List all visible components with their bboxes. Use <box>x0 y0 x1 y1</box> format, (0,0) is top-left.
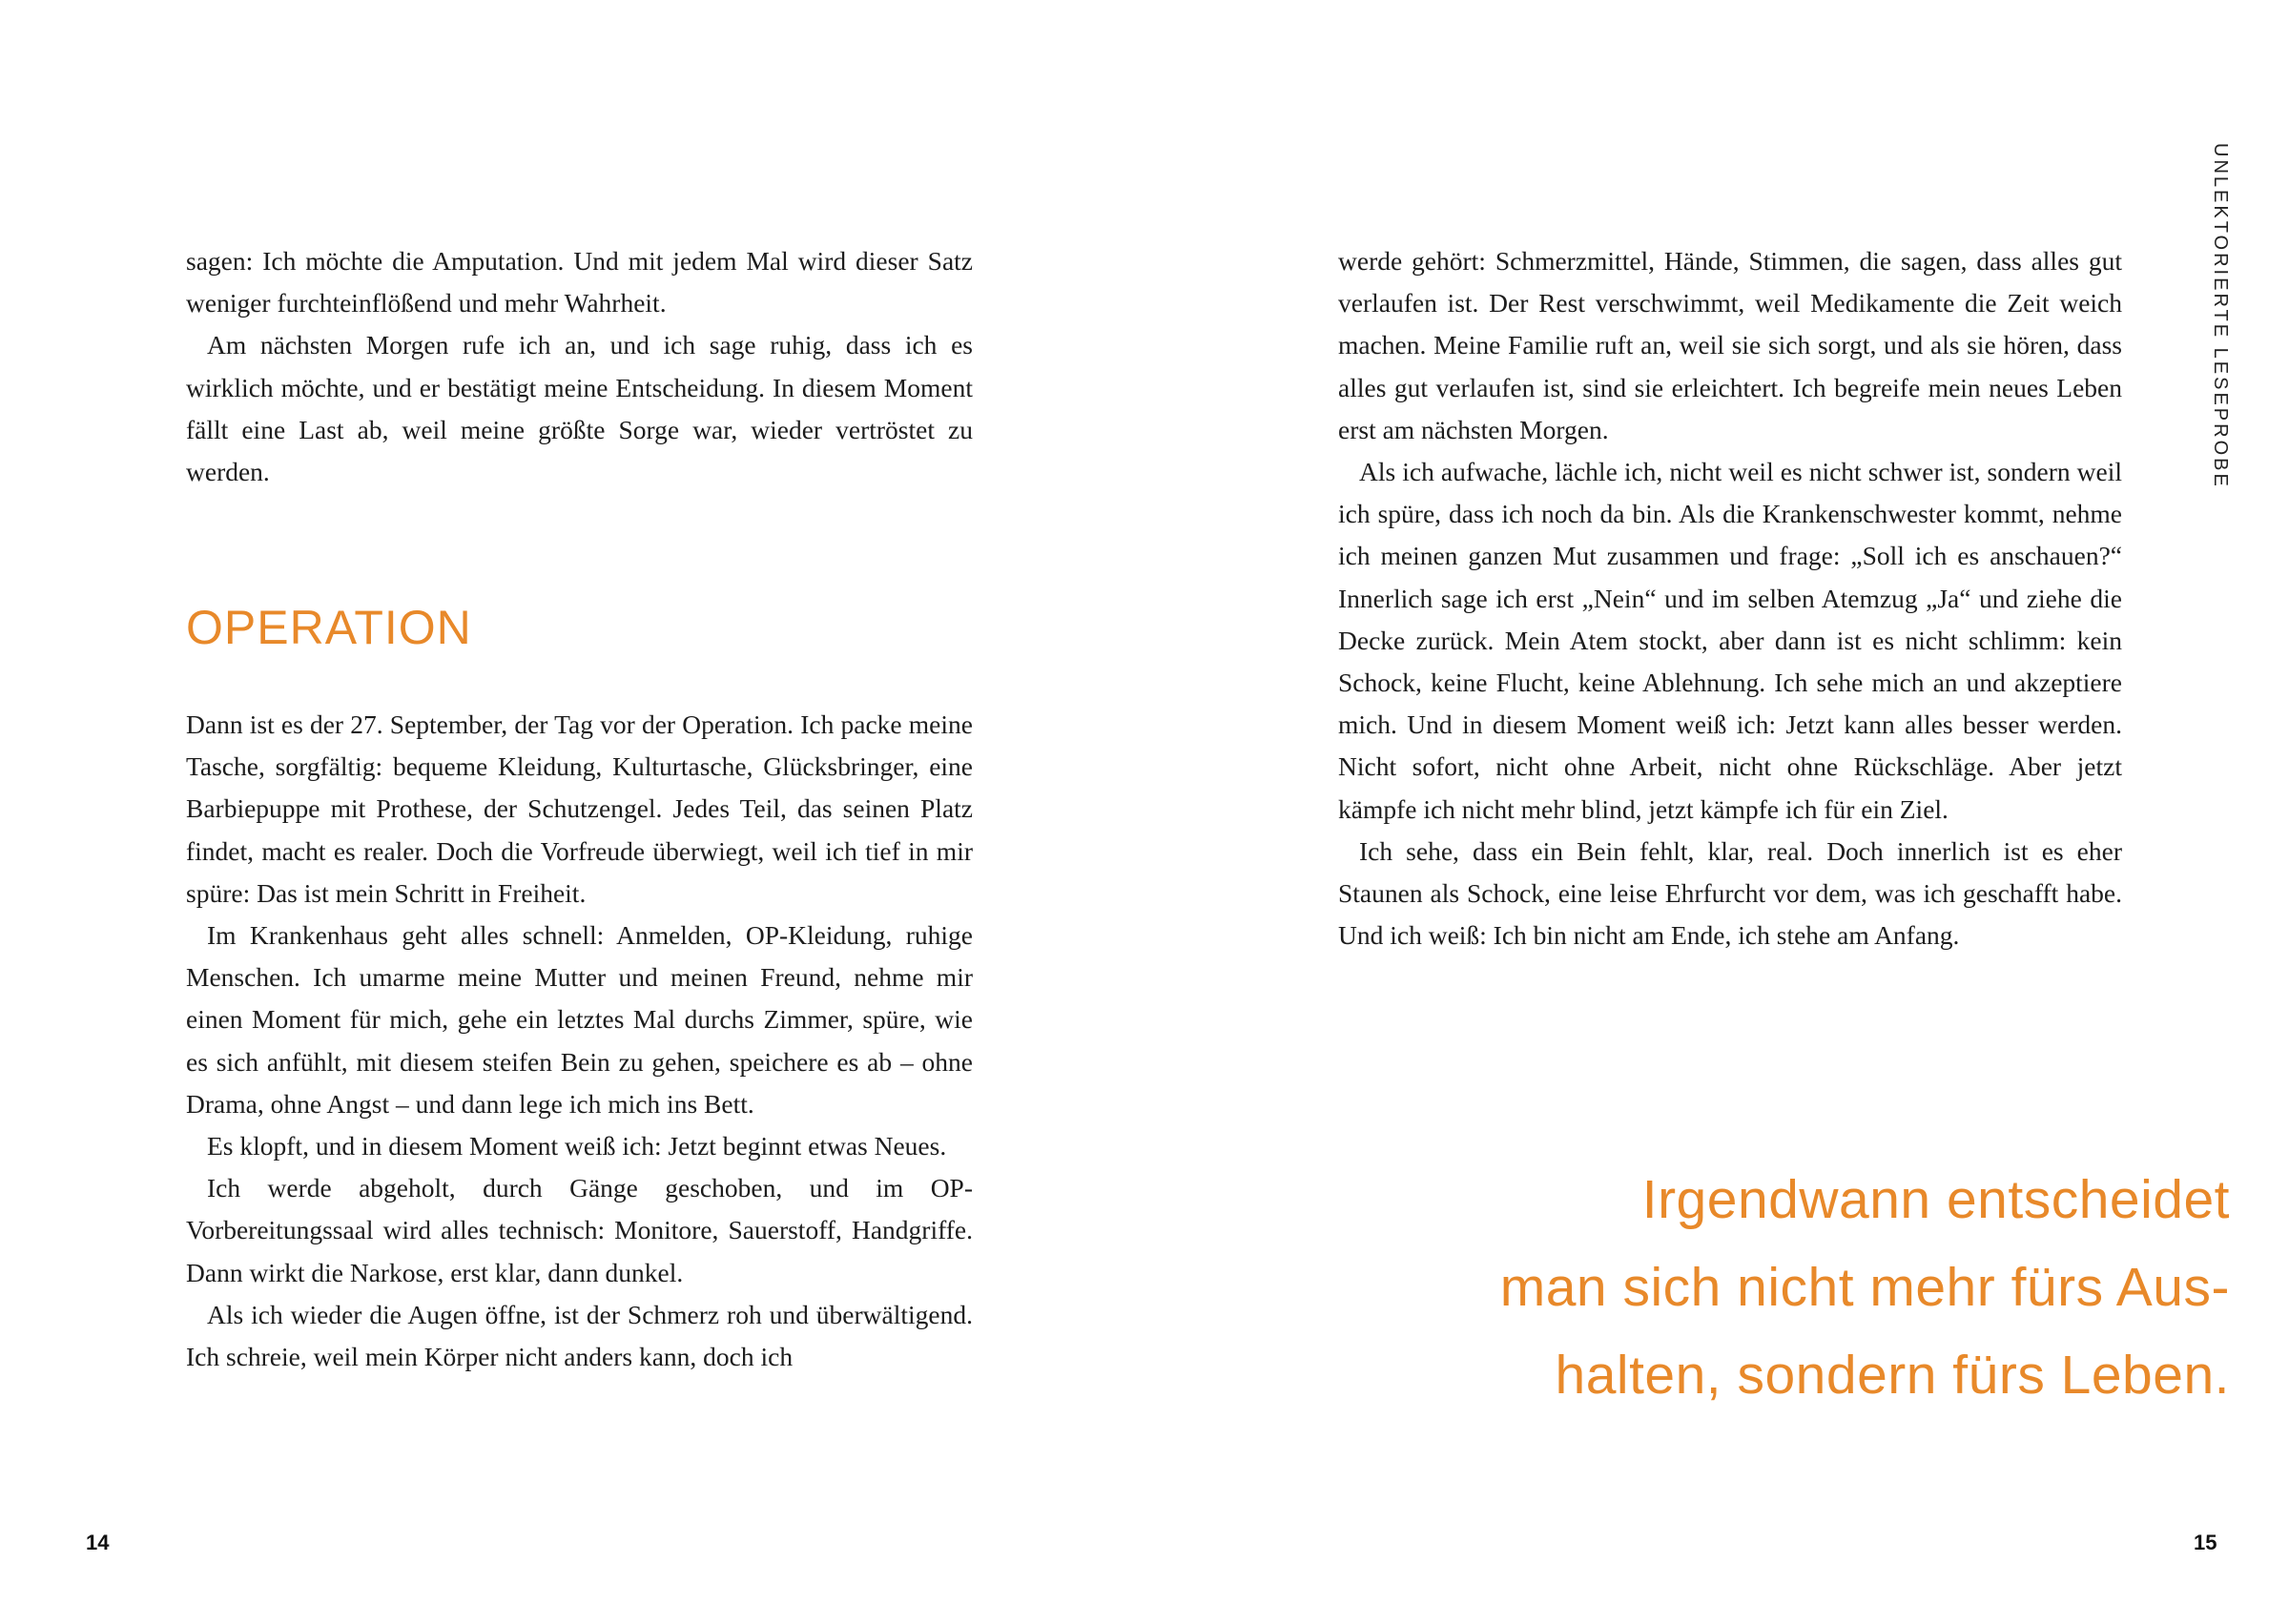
paragraph: Als ich wieder die Augen öffne, ist der Schmerz roh und überwältigend. Ich schreie, weil mein Körper nicht anders kann, doch ich <box>186 1299 973 1372</box>
right-text <box>1338 240 2122 956</box>
paragraph: Ich sehe, dass ein Bein fehlt, klar, real. Doch innerlich ist es eher Staunen als Schock, eine leise Ehrfurcht vor dem, was ich geschafft habe. Und ich weiß: Ich bin nicht am Ende, ich stehe am Anfang. <box>1338 835 2122 951</box>
pull-quote <box>1371 1156 2230 1419</box>
paragraph: Dann ist es der 27. September, der Tag vor der Operation. Ich packe meine Tasche, sorgfältig: bequeme Kleidung, Kulturtasche, Glücksbringer, eine Barbiepuppe mit Prothese, der Schutzengel. Jedes Teil, das seinen Platz findet, macht es realer. Doch die Vorfreude überwiegt, weil ich tief in mir spüre: Das ist mein Schritt in Freiheit. <box>186 709 973 908</box>
paragraph: werde gehört: Schmerzmittel, Hände, Stimmen, die sagen, dass alles gut verlaufen ist. Der Rest verschwimmt, weil Medikamente die Zeit weich machen. Meine Familie ruft an, weil sie sich sorgt, und als sie hören, dass alles gut verlaufen ist, sind sie erleichtert. Ich begreife mein neues Leben erst am nächsten Morgen. <box>1338 246 2122 444</box>
left-page <box>0 0 1144 1624</box>
page-number-right: 15 <box>2194 1531 2217 1554</box>
paragraph: Es klopft, und in diesem Moment weiß ich: Jetzt beginnt etwas Neues. <box>207 1131 947 1161</box>
paragraph: Ich werde abgeholt, durch Gänge geschoben, und im OP-Vorbereitungssaal wird alles technisch: Monitore, Sauerstoff, Handgriffe. Dann wirkt die Narkose, erst klar, dann dunkel. <box>186 1173 973 1287</box>
left-top-text <box>186 240 973 493</box>
paragraph: Als ich aufwache, lächle ich, nicht weil es nicht schwer ist, sondern weil ich spüre, dass ich noch da bin. Als die Krankenschwester kommt, nehme ich meinen ganzen Mut zusammen und frage: „Soll ich es anschauen?“ Innerlich sage ich erst „Nein“ und im selben Atemzug „Ja“ und ziehe die Decke zurück. Mein Atem stockt, aber dann ist es nicht schlimm: kein Schock, keine Flucht, keine Ablehnung. Ich sehe mich an und akzeptiere mich. Und in diesem Moment weiß ich: Jetzt kann alles besser werden. Nicht sofort, nicht ohne Arbeit, nicht ohne Rückschläge. Aber jetzt kämpfe ich nicht mehr blind, jetzt kämpfe ich für ein Ziel. <box>1338 457 2122 824</box>
paragraph: Am nächsten Morgen rufe ich an, und ich sage ruhig, dass ich es wirklich möchte, und er bestätigt meine Entscheidung. In diesem Moment fällt eine Last ab, weil meine größte Sorge war, wieder vertröstet zu werden. <box>186 330 973 487</box>
pull-quote-line: Irgendwann entscheidet <box>1641 1169 2230 1230</box>
paragraph: sagen: Ich möchte die Amputation. Und mit jedem Mal wird dieser Satz weniger furchteinflößend und mehr Wahrheit. <box>186 246 973 319</box>
pull-quote-line: man sich nicht mehr fürs Aus- <box>1499 1257 2230 1318</box>
section-heading: OPERATION <box>186 601 472 654</box>
left-section-text <box>186 704 973 1378</box>
side-label: UNLEKTORIERTE LESEPROBE <box>2210 143 2231 489</box>
page-number-left: 14 <box>86 1531 110 1554</box>
paragraph: Im Krankenhaus geht alles schnell: Anmelden, OP-Kleidung, ruhige Menschen. Ich umarme meine Mutter und meinen Freund, nehme mir einen Moment für mich, gehe ein letztes Mal durchs Zimmer, spüre, wie es sich anfühlt, mit diesem steifen Bein zu gehen, speichere es ab – ohne Drama, ohne Angst – und dann lege ich mich ins Bett. <box>186 920 973 1119</box>
pull-quote-line: halten, sondern fürs Leben. <box>1555 1345 2230 1406</box>
